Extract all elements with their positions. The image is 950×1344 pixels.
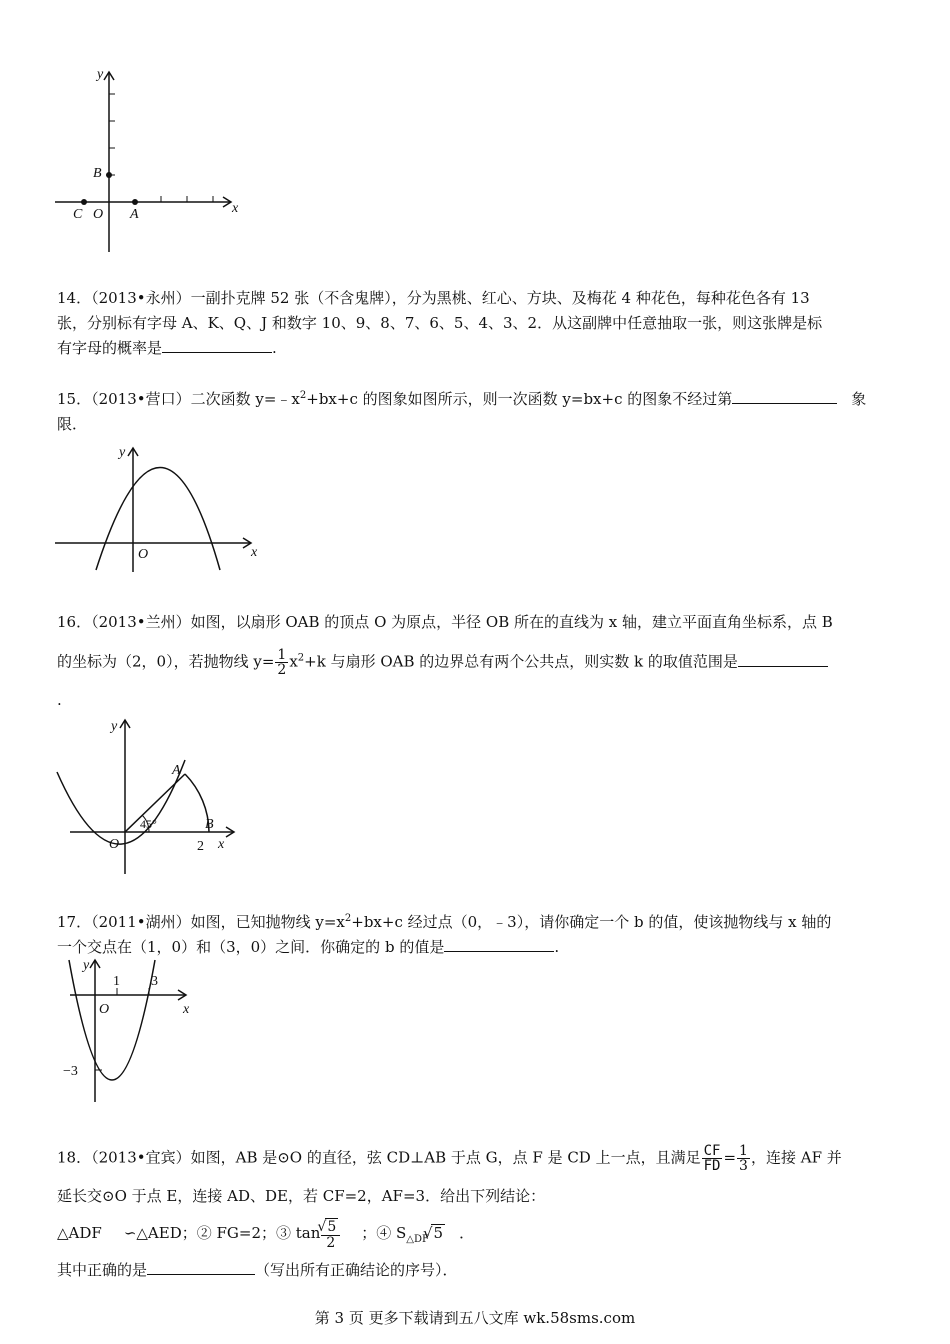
q16-frac-den: 2 (277, 662, 287, 678)
q14-answer-blank[interactable] (162, 338, 272, 353)
q15-post: 象 (851, 390, 867, 408)
q18-line1 (57, 1144, 842, 1173)
q18-answer-blank[interactable] (147, 1260, 255, 1275)
q16-line3: . (57, 691, 62, 709)
label-o: O (138, 547, 149, 562)
label-one: 1 (113, 974, 120, 989)
q18-frac2-num: 1 (739, 1143, 748, 1159)
q18-frac3-den: 2 (326, 1235, 336, 1251)
label-x: x (251, 545, 258, 560)
q15-sup: 2 (299, 390, 307, 401)
figure-q15-svg (55, 440, 275, 580)
figure-q13-axes (55, 60, 245, 260)
q16-sup: 2 (297, 652, 305, 664)
q16-line2-post: +k 与扇形 OAB 的边界总有两个公共点，则实数 k 的取值范围是 (304, 652, 738, 671)
q16-fraction (275, 648, 288, 677)
q18-frac-cf-fd (702, 1144, 723, 1173)
q16-answer-blank[interactable] (738, 652, 828, 667)
q14-line3 (57, 338, 277, 358)
q17-answer-blank[interactable] (444, 937, 554, 952)
label-o: O (109, 837, 120, 852)
label-y: y (83, 958, 90, 973)
label-two: 2 (197, 839, 204, 854)
q18-line4 (57, 1260, 458, 1280)
label-o: O (99, 1002, 110, 1017)
label-a: A (130, 207, 139, 222)
figure-q13-svg (55, 60, 245, 260)
q14-line3-post: . (272, 339, 277, 357)
label-a: A (172, 763, 181, 778)
q18-frac2-den: 3 (739, 1158, 748, 1174)
q18-line3-a: △ADF (57, 1224, 102, 1242)
q18-line3-b: ∽△AED；② FG=2；③ tan (123, 1224, 321, 1242)
label-c: C (73, 207, 83, 222)
q17-line2-pre: 一个交点在（1，0）和（3，0）之间．你确定的 b 的值是 (57, 938, 445, 956)
q18-frac1-den: FD (703, 1158, 721, 1174)
point-a (132, 199, 138, 205)
q18-line3-d: ． (459, 1224, 475, 1242)
label-x: x (183, 1002, 190, 1017)
figure-q17-svg (55, 955, 225, 1105)
label-angle: 45° (140, 817, 157, 831)
q18-line3-c: ；④ S (361, 1224, 407, 1242)
q14-line2: 张，分别标有字母 A、K、Q、J 和数字 10、9、8、7、6、5、4、3、2．从这副牌中任意抽取一张，则这张牌是标 (57, 314, 823, 332)
q18-frac3-num (321, 1218, 340, 1236)
label-y: y (97, 67, 104, 82)
q18-line1-post: ，连接 AF 并 (750, 1148, 842, 1167)
q18-frac-sqrt5-over-2 (321, 1218, 340, 1250)
q18-line1-pre: 18．（2013•宜宾）如图，AB 是⊙O 的直径，弦 CD⊥AB 于点 G，点 F 是 CD 上一点，且满足 (57, 1148, 701, 1167)
label-y: y (111, 719, 118, 734)
parabola-curve (69, 960, 155, 1080)
q17-line2 (57, 937, 559, 957)
label-y: y (119, 445, 126, 460)
label-b: B (205, 817, 214, 832)
label-x: x (232, 201, 239, 216)
q18-eq: = (723, 1148, 737, 1167)
q15-line2: 限． (57, 415, 88, 433)
q18-sqrt5-b: √ 5 (431, 1224, 445, 1241)
q18-line4-pre: 其中正确的是 (57, 1261, 148, 1279)
tick-marks (109, 94, 213, 202)
label-three: 3 (151, 974, 158, 989)
q18-frac-one-third (737, 1144, 750, 1173)
parabola-curve (96, 468, 220, 571)
label-x: x (218, 837, 225, 852)
q18-line3 (57, 1218, 474, 1250)
q15-answer-blank[interactable] (732, 389, 837, 404)
point-c (81, 199, 87, 205)
label-b: B (93, 166, 102, 181)
figure-q17-parabola (55, 955, 225, 1105)
q18-line2: 延长交⊙O 于点 E，连接 AD、DE，若 CF=2，AF=3．给出下列结论： (57, 1187, 546, 1205)
q16-line2-pre: 的坐标为（2，0），若抛物线 y= (57, 652, 275, 671)
q14-line3-pre: 有字母的概率是 (57, 339, 163, 357)
q16-line2-mid: x (289, 652, 298, 671)
q16-line2 (57, 648, 828, 677)
label-neg3: −3 (63, 1064, 78, 1079)
q17-line2-post: . (554, 938, 560, 956)
q15-mid: +bx+c 的图象如图所示，则一次函数 y=bx+c 的图象不经过第 (306, 390, 733, 408)
point-b (106, 172, 112, 178)
q17-line1-post: +bx+c 经过点（0，﹣3），请你确定一个 b 的值，使该抛物线与 x 轴的 (351, 913, 832, 931)
q18-sqrt5: √ 5 (325, 1218, 338, 1235)
figure-q16-svg (55, 712, 255, 882)
q14-line1: 14．（2013•永州）一副扑克牌 52 张（不含鬼牌），分为黑桃、红心、方块、及梅花 4 种花色，每种花色各有 13 (57, 289, 810, 307)
q15-pre: 15．（2013•营口）二次函数 y=﹣x (57, 390, 300, 408)
q17-line1 (57, 912, 831, 932)
figure-q16-sector (55, 712, 255, 882)
q15-line1 (57, 389, 866, 409)
q18-sub: △DF (406, 1234, 429, 1245)
page-footer: 第 3 页 更多下载请到五八文库 wk.58sms.com (314, 1309, 636, 1327)
q17-sup: 2 (344, 913, 352, 924)
q16-frac-num: 1 (277, 647, 287, 663)
q17-pre: 17．（2011•湖州）如图，已知抛物线 y=x (57, 913, 345, 931)
label-o: O (93, 207, 104, 222)
q18-frac1-num: CF (703, 1143, 721, 1159)
figure-q15-parabola (55, 440, 275, 580)
q18-line4-post: （写出所有正确结论的序号）． (255, 1261, 458, 1279)
q16-line1: 16．（2013•兰州）如图，以扇形 OAB 的顶点 O 为原点，半径 OB 所在的直线为 x 轴，建立平面直角坐标系，点 B (57, 613, 833, 631)
